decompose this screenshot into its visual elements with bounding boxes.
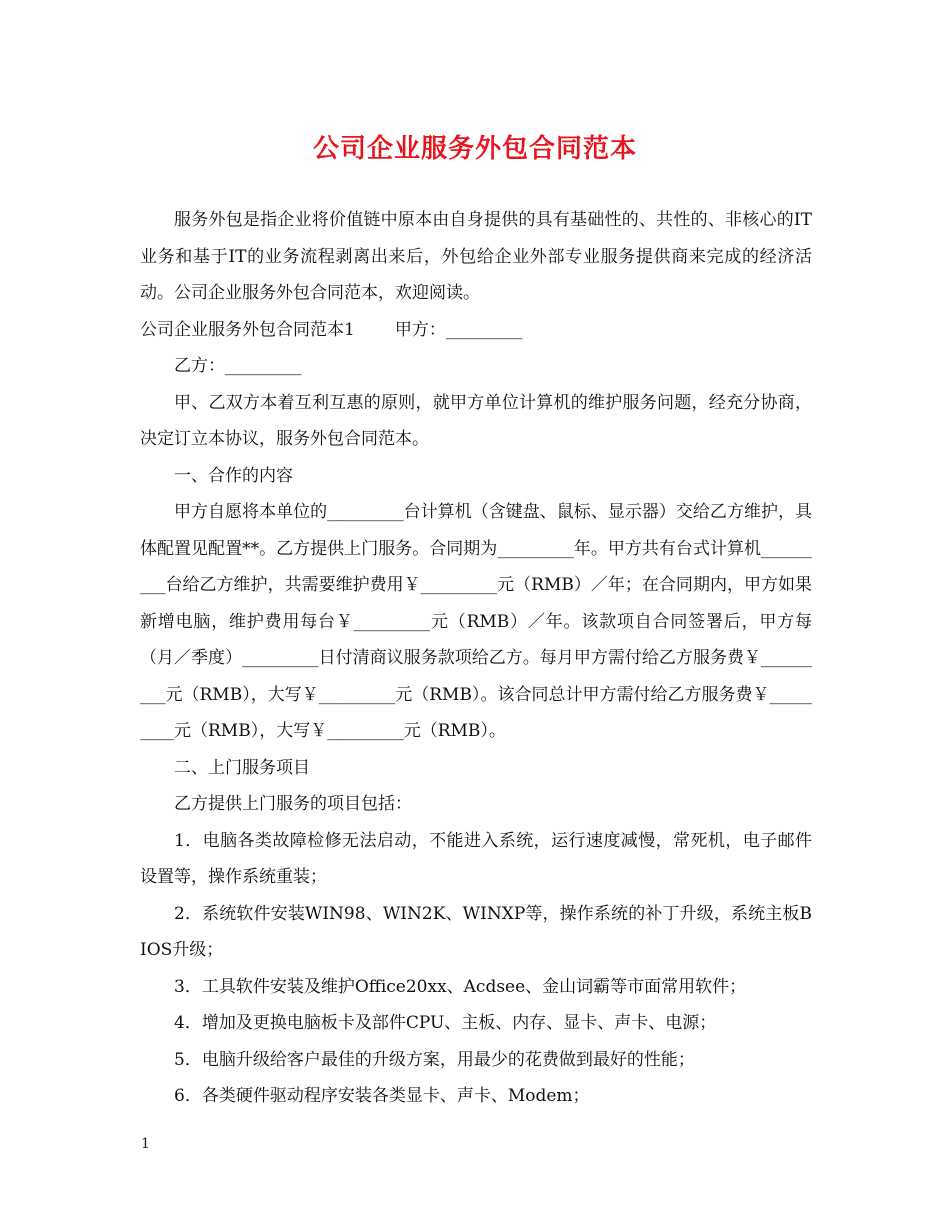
contract-heading-line [140, 312, 812, 349]
section-heading: 公司企业服务外包合同范本1 [140, 319, 355, 340]
services-intro: 乙方提供上门服务的项目包括： [174, 794, 412, 814]
document-title: 公司企业服务外包合同范本 [312, 134, 637, 164]
document-body [140, 202, 812, 1115]
heading-onsite-services: 二、上门服务项目 [174, 757, 310, 778]
party-b-line: 乙方：_________ [174, 356, 302, 376]
service-item: 2．系统软件安装WIN98、WIN2K、WINXP等，操作系统的补丁升级，系统主板BIOS升级； [140, 903, 812, 960]
page-number: 1 [141, 1136, 150, 1152]
heading-cooperation: 一、合作的内容 [174, 465, 293, 486]
service-item: 1．电脑各类故障检修无法启动，不能进入系统，运行速度减慢，常死机，电子邮件设置等，操作系统重装； [140, 830, 812, 887]
service-item: 6．各类硬件驱动程序安装各类显卡、声卡、Modem； [174, 1086, 590, 1106]
service-item: 3．工具软件安装及维护Office20xx、Acdsee、金山词霸等市面常用软件； [174, 976, 747, 997]
intro-paragraph: 服务外包是指企业将价值链中原本由自身提供的具有基础性的、共性的、非核心的IT业务和基于IT的业务流程剥离出来后，外包给企业外部专业服务提供商来完成的经济活动。公司企业服务外包合同范本，欢迎阅读。 [140, 210, 812, 303]
preamble-paragraph: 甲、乙双方本着互利互惠的原则，就甲方单位计算机的维护服务问题，经充分协商，决定订立本协议，服务外包合同范本。 [140, 392, 812, 449]
service-item: 5．电脑升级给客户最佳的升级方案，用最少的花费做到最好的性能； [174, 1049, 695, 1070]
clause-cooperation: 甲方自愿将本单位的_________台计算机（含键盘、鼠标、显示器）交给乙方维护，具体配置见配置**。乙方提供上门服务。合同期为_________年。甲方共有台式计算机_________台给乙方维护，共需要维护费用￥_________元（RMB）／年；在合同期内，甲方如果新增电脑，维护费用每台￥_________元（RMB）／年。该款项自合同签署后，甲方每（月／季度）_________日付清商议服务款项给乙方。每月甲方需付给乙方服务费￥_________元（RMB），大写￥_________元（RMB）。该合同总计甲方需付给乙方服务费￥_________元（RMB），大写￥_________元（RMB）。 [140, 502, 812, 741]
party-a-line: 甲方：_________ [394, 319, 523, 340]
service-item: 4．增加及更换电脑板卡及部件CPU、主板、内存、显卡、声卡、电源； [174, 1013, 717, 1033]
